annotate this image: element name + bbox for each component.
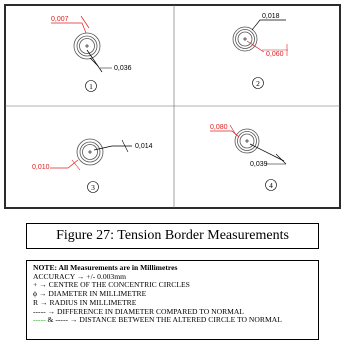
- note-line-radius: R → RADIUS IN MILLIMETRE: [33, 297, 137, 307]
- black-leader-2: [252, 20, 286, 30]
- black-measurement-1: 0,036: [114, 65, 132, 72]
- red-measurement-2: 0,060: [266, 51, 284, 58]
- note-line-diameter: ϕ → DIAMETER IN MILLIMETRE: [33, 289, 147, 299]
- panel-4: [210, 124, 286, 191]
- note-line-difference: ----- → DIFFERENCE IN DIAMETER COMPARED TO NORMAL: [33, 306, 245, 316]
- outer-border: [5, 5, 340, 208]
- red-measurement-4: 0,080: [210, 124, 228, 131]
- figure-caption: Figure 27: Tension Border Measurements: [26, 223, 319, 249]
- measurement-diagram: [4, 4, 341, 209]
- concentric-circles-1: [74, 33, 100, 59]
- red-leader-3: [50, 160, 80, 170]
- panel-number-3: 3: [91, 183, 95, 192]
- red-measurement-3: 0,010: [32, 164, 50, 171]
- red-measurement-1: 0,007: [51, 16, 69, 23]
- black-measurement-2: 0,018: [262, 13, 280, 20]
- panel-1: [51, 16, 132, 92]
- panel-number-1: 1: [89, 82, 93, 91]
- note-title: NOTE: All Measurements are in Millimetres: [33, 263, 178, 272]
- panel-number-4: 4: [269, 181, 273, 190]
- black-measurement-4: 0,039: [250, 161, 268, 168]
- note-line-accuracy: ACCURACY → +/- 0.003mm: [33, 271, 127, 281]
- black-measurement-3: 0,014: [135, 143, 153, 150]
- measurement-note: [26, 260, 319, 340]
- diagram-svg: [4, 4, 341, 209]
- concentric-circles-2: [233, 27, 257, 51]
- concentric-circles-3: [77, 139, 103, 165]
- note-line-distance: [33, 316, 312, 325]
- note-line-centre: + → CENTRE OF THE CONCENTRIC CIRCLES: [33, 280, 190, 290]
- concentric-circles-4: [235, 129, 259, 153]
- panel-3: [32, 139, 153, 193]
- note-line-distance-text: & ----- → DISTANCE BETWEEN THE ALTERED CIRCLE TO NORMAL: [45, 315, 282, 325]
- black-leader-1: [87, 50, 112, 72]
- panel-2: [233, 13, 288, 89]
- panel-number-2: 2: [256, 79, 260, 88]
- green-dash-symbol: -----: [33, 315, 46, 325]
